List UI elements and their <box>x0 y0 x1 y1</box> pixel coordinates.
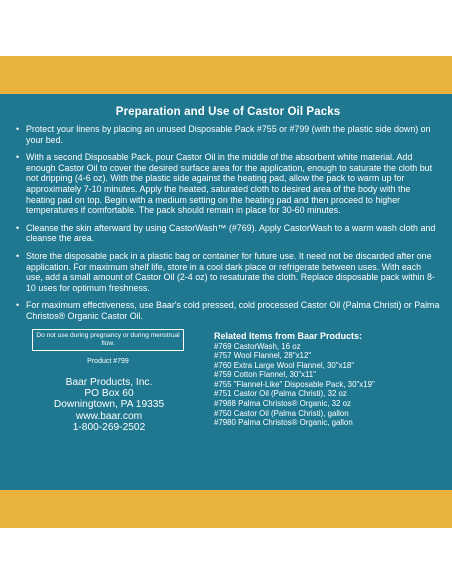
list-item <box>16 124 440 145</box>
related-list <box>214 342 440 428</box>
bullet-icon: • <box>16 250 20 261</box>
list-item-text: Store the disposable pack in a plastic bag or container for future use. It need not be discarded after one application. For maximum shelf life, store in a cool dark place or refrigerate between uses. With each use, add a small amount of Castor Oil (2-4 oz) to resaturate the cloth. Replace disposable pack within 8-10 uses for optimum freshness. <box>26 250 435 293</box>
list-item: #7988 Palma Christos® Organic, 32 oz <box>214 399 351 409</box>
related-heading: Related Items from Baar Products: <box>214 330 363 341</box>
list-item: #750 Castor Oil (Palma Christi), gallon <box>214 408 349 418</box>
po-box: PO Box 60 <box>84 387 134 399</box>
warning-box: Do not use during pregnancy or during menstrual flow. <box>32 329 184 351</box>
bullet-icon: • <box>16 124 20 134</box>
page-title: Preparation and Use of Castor Oil Packs <box>115 106 341 118</box>
phone: 1-800-269-2502 <box>72 422 146 434</box>
instruction-list <box>16 124 440 322</box>
list-item-text: With a second Disposable Pack, pour Castor Oil in the middle of the absorbent white material. Add enough Castor Oil to cover the desired surface area for the application, enough to saturate the cloth but not dripping (4-6 oz). With the plastic side against the heating pad, allow the pack to warm up for approximately 7-10 minutes. Apply the heated, saturated cloth to desired area of the body with the heating pad on top. Begin with a medium setting on the heating pad and then proceed to higher temperatures if comfortable. The pack should remain in place for 30-60 minutes. <box>26 152 433 216</box>
list-item-text: Cleanse the skin afterward by using CastorWash™ (#769). Apply CastorWash to a warm wash cloth and cleanse the area. <box>26 222 436 244</box>
list-item: #757 Wool Flannel, 28"x12" <box>214 351 312 361</box>
list-item-text: Protect your linens by placing an unused Disposable Pack #755 or #799 (with the plastic side down) on your bed. <box>26 124 431 145</box>
product-number: Product #799 <box>87 357 129 365</box>
list-item <box>16 300 440 321</box>
list-item <box>16 251 440 293</box>
bullet-icon: • <box>16 222 20 233</box>
list-item <box>16 223 440 244</box>
list-item: #751 Castor Oil (Palma Christi), 32 oz <box>214 389 347 399</box>
company-name: Baar Products, Inc. <box>65 376 153 388</box>
list-item: #755 "Flannel-Like" Disposable Pack, 30"x19" <box>214 379 375 389</box>
company-address <box>16 377 202 434</box>
list-item-text: For maximum effectiveness, use Baar's cold pressed, cold processed Castor Oil (Palma Christi) or Palma Christos® Organic Castor Oil. <box>26 300 440 321</box>
bullet-icon: • <box>16 152 20 163</box>
top-gold-band <box>0 56 452 94</box>
list-item: #7980 Palma Christos® Organic, gallon <box>214 418 353 428</box>
website: www.baar.com <box>75 410 143 422</box>
city-line: Downingtown, PA 19335 <box>53 399 165 411</box>
company-column <box>16 329 202 434</box>
list-item <box>16 152 440 216</box>
instructions-panel <box>0 94 452 490</box>
bottom-gold-band <box>0 490 452 528</box>
list-item: #760 Extra Large Wool Flannel, 30"x18" <box>214 360 355 370</box>
lower-section <box>16 329 440 434</box>
bullet-icon: • <box>16 300 20 311</box>
list-item: #769 CastorWash, 16 oz <box>214 341 301 351</box>
list-item: #759 Cotton Flannel, 30"x11" <box>214 370 316 380</box>
related-items <box>202 329 440 434</box>
